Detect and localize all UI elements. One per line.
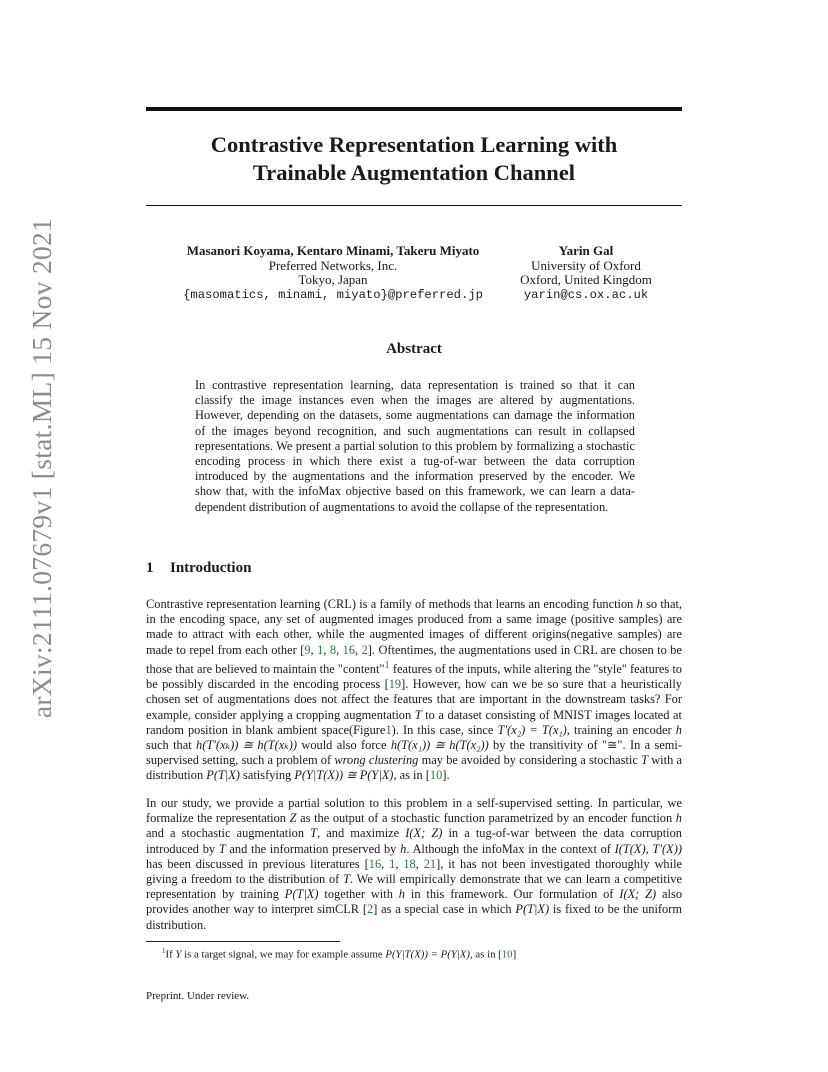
arxiv-id: arXiv:2111.07679v1 [stat.ML] 15 Nov 2021 bbox=[26, 217, 57, 719]
citation-link[interactable]: 10 bbox=[429, 768, 443, 783]
intro-paragraph-2: In our study, we provide a partial solution to this problem in a self-supervised setting. In particular, we formalize the representation Z as the output of a stochastic function parametrized by an encoder function h and a stochastic augmentation T, and maximize I(X; Z) in a tug-of-war between the data corruption introduced by T and the information preserved by h. Although the infoMax in the context of I(T(X), T′(X)) has been discussed in previous literatures [16, 1, 18, 21], it has not been investigated thoroughly while giving a freedom to the distribution of T. We will empirically demonstrate that we can learn a competitive representation by training P(T|X) together with h in this framework. Our formulation of I(X; Z) also provides another way to interpret simCLR [2] as a special case in which P(T|X) is fixed to be the uniform distribution. bbox=[146, 796, 683, 932]
title-top-rule bbox=[146, 107, 682, 111]
citation-link[interactable]: 1 bbox=[317, 642, 324, 657]
citation-link[interactable]: 8 bbox=[329, 642, 337, 657]
citation-link[interactable]: 16 bbox=[342, 642, 356, 657]
citation-link[interactable]: 2 bbox=[367, 902, 374, 917]
author-names-right: Yarin Gal bbox=[558, 243, 614, 258]
abstract-text: In contrastive representation learning, data representation is trained so that it can classify the image instances even when the images are altered by augmentations. However, depending on the datasets, some augmentations can damage the information of the images beyond recognition, and such augmentations can result in collapsed representations. We present a partial solution to this problem by formalizing a stochastic encoding process in which there exist a tug-of-war between the data corruption introduced by the augmentations and the information preserved by the encoder. We show that, with the infoMax objective based on this framework, we can learn a data-dependent distribution of augmentations to avoid the collapse of the representation. bbox=[195, 378, 635, 514]
footnote-number: 1 bbox=[162, 947, 166, 955]
affiliation-right: University of Oxford bbox=[531, 257, 641, 273]
citation-link[interactable]: 21 bbox=[423, 856, 437, 871]
section-heading bbox=[146, 560, 251, 577]
author-block-left bbox=[166, 244, 500, 302]
citation-link[interactable]: 19 bbox=[388, 677, 402, 692]
figure-link[interactable]: 1 bbox=[385, 722, 392, 737]
title-line-2: Trainable Augmentation Channel bbox=[252, 160, 576, 185]
intro-paragraph-1: Contrastive representation learning (CRL) is a family of methods that learns an encoding function h so that, in the encoding space, any set of augmented images produced from a same image (positive samples) are made to attract with each other, while the augmented images of different origins(negative samples) are made to repel from each other [9, 1, 8, 16, 2]. Oftentimes, the augmentations used in CRL are chosen to be those that are believed to maintain the "content"$^1$ features of the inputs, while altering the "style" features to be possibly discarded in the encoding process [19]. However, how can we be so sure that a heuristically chosen set of augmentations does not affect the features that are important in the downstream tasks? For example, consider applying a cropping augmentation T to a dataset consisting of MNIST images located at random position in blank ambient space(Figure1). In this case, since T′(x₂) = T(x₁), training an encoder h such that h(T′(xₖ)) ≅ h(T(xₖ)) would also force h(T(x₁)) ≅ h(T(x₂)) by the transitivity of "≅". In a semi-supervised setting, such a problem of wrong clustering may be avoided by considering a stochastic T with a distribution P(T|X) satisfying P(Y|T(X)) ≅ P(Y|X), as in [10]. bbox=[146, 597, 683, 783]
preprint-note: Preprint. Under review. bbox=[146, 990, 250, 1002]
citation-link[interactable]: 18 bbox=[403, 856, 416, 871]
title-line-1: Contrastive Representation Learning with bbox=[210, 132, 618, 157]
citation-link[interactable]: 16 bbox=[368, 856, 382, 871]
paper-title bbox=[146, 131, 682, 187]
section-title: Introduction bbox=[170, 560, 252, 576]
location-left: Tokyo, Japan bbox=[298, 272, 368, 288]
affiliation-left: Preferred Networks, Inc. bbox=[268, 257, 398, 273]
citation-link[interactable]: 2 bbox=[361, 642, 368, 657]
author-names-left: Masanori Koyama, Kentaro Minami, Takeru Miyato bbox=[186, 243, 480, 258]
location-right: Oxford, United Kingdom bbox=[520, 272, 652, 288]
footnote: $^1$If Y is a target signal, we may for example assume P(Y|T(X)) = P(Y|X), as in [10] bbox=[162, 947, 517, 961]
abstract-heading: Abstract bbox=[386, 341, 442, 357]
footnote-rule bbox=[146, 941, 340, 942]
email-left: {masomatics, minami, miyato}@preferred.jp bbox=[183, 287, 483, 302]
citation-link[interactable]: 1 bbox=[389, 856, 396, 871]
footnote-marker[interactable]: 1 bbox=[384, 659, 390, 671]
section-number: 1 bbox=[146, 560, 154, 576]
title-bottom-rule bbox=[146, 205, 682, 206]
citation-link[interactable]: 10 bbox=[501, 948, 513, 961]
citation-link[interactable]: 9 bbox=[304, 642, 311, 657]
author-block-right bbox=[500, 244, 672, 302]
email-right: yarin@cs.ox.ac.uk bbox=[523, 287, 649, 302]
